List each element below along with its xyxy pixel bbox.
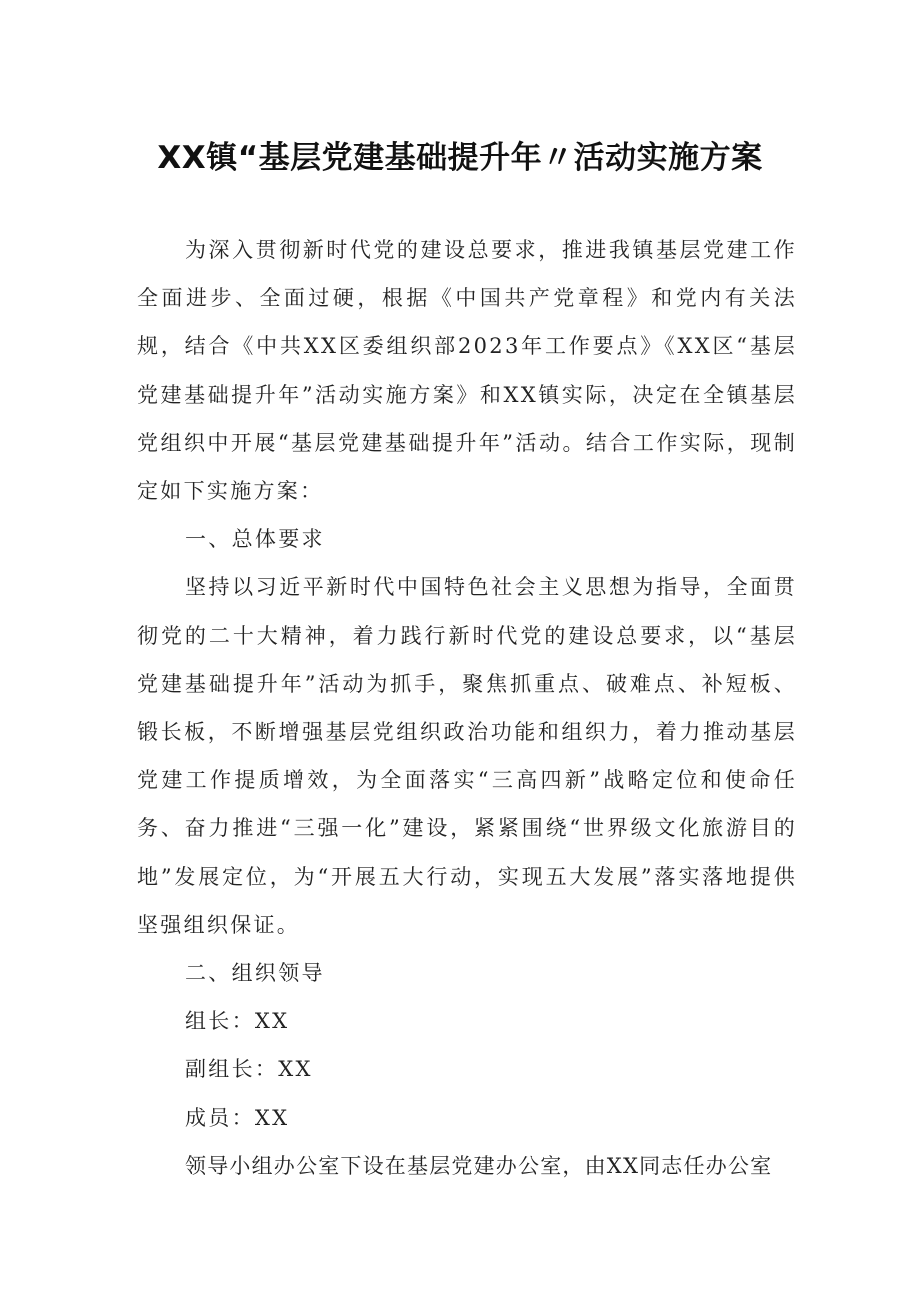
intro-paragraph: 为深入贯彻新时代党的建设总要求，推进我镇基层党建工作全面进步、全面过硬，根据《中国共产党章程》和党内有关法规，结合《中共XX区委组织部2023年工作要点》《XX区“基层党建基础提升年”活动实施方案》和XX镇实际，决定在全镇基层党组织中开展“基层党建基础提升年”活动。结合工作实际，现制定如下实施方案： [137, 238, 797, 504]
section-1-paragraph: 坚持以习近平新时代中国特色社会主义思想为指导，全面贯彻党的二十大精神，着力践行新时代党的建设总要求，以“基层党建基础提升年”活动为抓手，聚焦抓重点、破难点、补短板、锻长板，不断增强基层党组织政治功能和组织力，着力推动基层党建工作提质增效，为全面落实“三高四新”战略定位和使命任务、奋力推进“三强一化”建设，紧紧围绕“世界级文化旅游目的地”发展定位，为“开展五大行动，实现五大发展”落实落地提供坚强组织保证。 [137, 575, 797, 937]
section-1-heading: 一、总体要求 [185, 527, 325, 552]
members-line: 成员：XX [185, 1105, 290, 1130]
section-2-heading: 二、组织领导 [185, 961, 325, 986]
document-title: XX镇“基层党建基础提升年〃活动实施方案 [157, 140, 763, 176]
office-paragraph: 领导小组办公室下设在基层党建办公室，由XX同志任办公室 [185, 1153, 773, 1178]
deputy-leader-line: 副组长：XX [185, 1057, 313, 1082]
leader-line: 组长：XX [185, 1009, 290, 1034]
document-body [137, 226, 797, 1190]
